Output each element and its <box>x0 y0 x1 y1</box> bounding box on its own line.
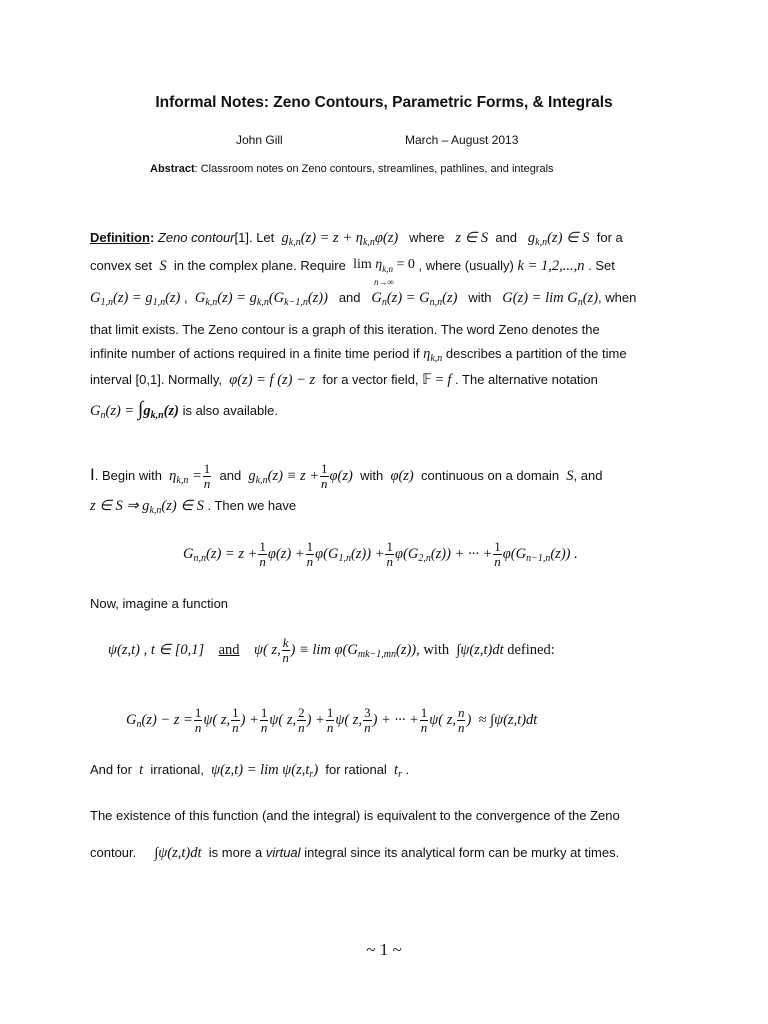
text-set: . Set <box>588 258 615 273</box>
text-line5b: describes a partition of the time <box>445 346 627 361</box>
math-compose-notation: $G_n(z) = \int g_{k,n}(z)$ <box>90 398 179 421</box>
math-gkn-in-s: $g_{k,n}(z)$ ∈ S <box>527 230 590 248</box>
definition-ref: [1]. Let <box>234 230 275 245</box>
math-s: S <box>159 258 167 274</box>
math-s4c: ) ≈ ∫ψ(z,t)dt <box>466 711 538 728</box>
text-contour-c: integral since its analytical form can be murky at times. <box>304 845 620 860</box>
section-1-line-2 <box>90 498 296 516</box>
text-and-2: and <box>338 290 361 305</box>
math-gn-z: $G_n(z) - z$ = <box>126 711 193 730</box>
math-int-psi: ∫ψ(z,t)dt <box>456 641 504 658</box>
text-plane: in the complex plane. Require <box>173 258 346 273</box>
frac-s2b: $\frac{2}{n}$ <box>298 705 305 735</box>
frac-1-n-b: $\frac{1}{n}$ <box>321 461 328 491</box>
equation-psi: ψ(z,t) , t ∈ [0,1] and ψ( z, $\frac{k}{n}$ ) ≡ $\lim \varphi(G_{mk-1,mn}(z))$, with ∫ψ(z,t)dt defined: <box>108 635 555 665</box>
math-t1: φ(z) + <box>267 545 305 562</box>
frac-a: $\frac{1}{n}$ <box>259 539 266 569</box>
text-and: and <box>495 230 518 245</box>
and-for-line: And for t irrational, $\psi(z,t) = \lim \psi(z,t_r)$ for rational $t_r$ . <box>90 762 410 780</box>
definition-line-5 <box>90 346 627 364</box>
text-with-2: with <box>423 641 450 658</box>
contour-line <box>90 845 619 862</box>
text-for-a: for a <box>596 230 623 245</box>
text-where-usually: , where (usually) <box>418 258 514 273</box>
text-contour-b: is more a <box>208 845 263 860</box>
math-phi-def: φ(z) = f (z) − z <box>229 372 316 388</box>
text-and-underline: and <box>218 641 240 658</box>
math-implies: z ∈ S ⇒ $g_{k,n}(z)$ ∈ S <box>90 498 204 516</box>
frac-s1b: $\frac{1}{n}$ <box>232 705 239 735</box>
math-eta-1n: $\eta_{k,n}$ = <box>169 467 202 486</box>
math-int-psi-2: ∫ψ(z,t)dt <box>154 845 202 861</box>
definition-line-6 <box>90 372 598 389</box>
text-line6a: interval [0,1]. Normally, <box>90 372 222 387</box>
abstract <box>150 163 554 175</box>
now-imagine-line: Now, imagine a function <box>90 596 229 611</box>
text-line6c: . The alternative notation <box>455 372 598 387</box>
text-sec1c: with <box>360 467 384 483</box>
math-s1c: ) + <box>240 711 259 728</box>
math-t: t <box>139 762 144 778</box>
equation-gn-sum <box>126 706 537 735</box>
math-psi-lim: ) ≡ $\lim \varphi(G_{mk-1,mn}(z))$, <box>290 641 420 660</box>
definition-line-7 <box>90 398 278 421</box>
existence-line: The existence of this function (and the integral) is equivalent to the convergence of the Zeno <box>90 808 620 823</box>
abstract-label: Abstract <box>150 163 195 175</box>
frac-s3b: $\frac{3}{n}$ <box>364 705 371 735</box>
text-defined: defined <box>507 641 551 658</box>
math-s2: ψ( z, <box>269 711 297 728</box>
definition-line-2 <box>90 258 615 289</box>
math-s3: ψ( z, <box>335 711 363 728</box>
math-tr: $t_r$ <box>394 762 402 780</box>
math-eta: $\eta_{k,n}$ <box>423 346 443 364</box>
math-g1n: $G_{1,n}(z) = g_{1,n}(z)$ <box>90 290 181 308</box>
frac-1-n: $\frac{1}{n}$ <box>203 461 211 491</box>
math-gkn-recursive: $G_{k,n}(z) = g_{k,n}(G_{k-1,n}(z))$ <box>194 290 328 308</box>
math-z-in-s: z ∈ S <box>455 230 489 246</box>
text-line7: is also available. <box>182 403 278 418</box>
math-psi-zt: ψ(z,t) , t ∈ [0,1] <box>108 641 205 658</box>
frac-s4: $\frac{1}{n}$ <box>420 705 428 735</box>
text-sec1d: continuous on a domain <box>421 467 560 483</box>
definition-line-4: that limit exists. The Zeno contour is a graph of this iteration. The word Zeno denotes the <box>90 322 600 337</box>
text-when: , when <box>598 290 637 305</box>
math-gn: $G_n(z) = G_{n,n}(z)$ <box>371 290 458 308</box>
text-with: with <box>468 290 492 305</box>
math-k-range: k = 1,2,...,n <box>517 258 585 274</box>
math-s3c: ) + ··· + <box>372 711 419 728</box>
text-sec1e: , and <box>573 467 603 483</box>
math-t3: $\varphi(G_{2,n}(z))$ + ··· + <box>394 545 493 564</box>
definition-term: Zeno contour <box>157 230 235 245</box>
math-lim: $\lim \eta_{k,n} = 0$ n→∞ <box>353 257 415 287</box>
text-sec1a: . Begin with <box>94 467 162 483</box>
definition-label: Definition <box>90 230 150 245</box>
text-irrational: irrational, <box>150 762 204 777</box>
page-number: ~ 1 ~ <box>366 940 402 959</box>
section-1-label: I <box>90 464 95 484</box>
math-s2c: ) + <box>306 711 325 728</box>
math-psi-limit: $\psi(z,t) = \lim \psi(z,t_r)$ <box>211 762 319 780</box>
math-gkn-equiv: $g_{k,n}(z) \equiv z$ + <box>248 467 320 486</box>
frac-s1: $\frac{1}{n}$ <box>194 705 202 735</box>
equation-gnn <box>183 540 578 569</box>
math-gkn: $g_{k,n}(z) = z + \eta_{k,n}\varphi(z)$ <box>277 230 399 248</box>
frac-k-n: $\frac{k}{n}$ <box>282 635 289 665</box>
definition-line-1: Definition: Zeno contour[1]. Let $g_{k,n}(z) = z + \eta_{k,n}\varphi(z)$ where z ∈ S and $g_{k,n}(z)$ ∈ S for a <box>90 230 623 248</box>
text-for-rational: for rational <box>325 762 387 777</box>
frac-s2: $\frac{1}{n}$ <box>260 705 268 735</box>
author-name: John Gill <box>236 133 283 147</box>
abstract-text: : Classroom notes on Zeno contours, streamlines, pathlines, and integrals <box>194 163 554 175</box>
text-line6b: for a vector field, <box>322 372 419 387</box>
math-vector-field: 𝔽 = f <box>422 372 452 388</box>
frac-d: $\frac{1}{n}$ <box>494 539 501 569</box>
definition-line-3: $G_{1,n}(z) = g_{1,n}(z)$ , $G_{k,n}(z) = g_{k,n}(G_{k-1,n}(z))$ and $G_n(z) = G_{n,n}(z)$ with $G(z) = \lim G_n(z)$, when <box>90 290 637 308</box>
math-s-b: S <box>566 467 574 484</box>
math-s1: ψ( z, <box>203 711 231 728</box>
math-phi-z: φ(z) <box>329 467 353 484</box>
frac-s3: $\frac{1}{n}$ <box>326 705 334 735</box>
text-sec1f: . Then we have <box>207 498 297 513</box>
text-where: where <box>409 230 445 245</box>
text-contour-a: contour. <box>90 845 137 860</box>
math-g-lim: $G(z) = \lim G_n(z)$ <box>502 290 599 308</box>
math-gnn-lhs: $G_{n,n}(z) = z$ + <box>183 545 258 564</box>
section-1-line-1 <box>90 462 602 491</box>
frac-c: $\frac{1}{n}$ <box>386 539 393 569</box>
math-s4: ψ( z, <box>429 711 456 728</box>
text-virtual: virtual <box>265 845 301 860</box>
page-title: Informal Notes: Zeno Contours, Parametric Forms, & Integrals <box>155 94 613 111</box>
frac-b: $\frac{1}{n}$ <box>306 539 314 569</box>
text-line5a: infinite number of actions required in a finite time period if <box>90 346 420 361</box>
text-convex: convex set <box>90 258 153 273</box>
math-t2: $\varphi(G_{1,n}(z))$ + <box>315 545 385 564</box>
math-t4: $\varphi(G_{n-1,n}(z))$ . <box>502 545 578 564</box>
text-sec1b: and <box>219 467 242 483</box>
date-range: March – August 2013 <box>405 133 519 147</box>
math-phi-z-b: φ(z) <box>390 467 414 484</box>
text-and-for: And for <box>90 762 132 777</box>
frac-s4b: $\frac{n}{n}$ <box>457 705 465 735</box>
math-psi-open: ψ( z, <box>254 641 281 658</box>
